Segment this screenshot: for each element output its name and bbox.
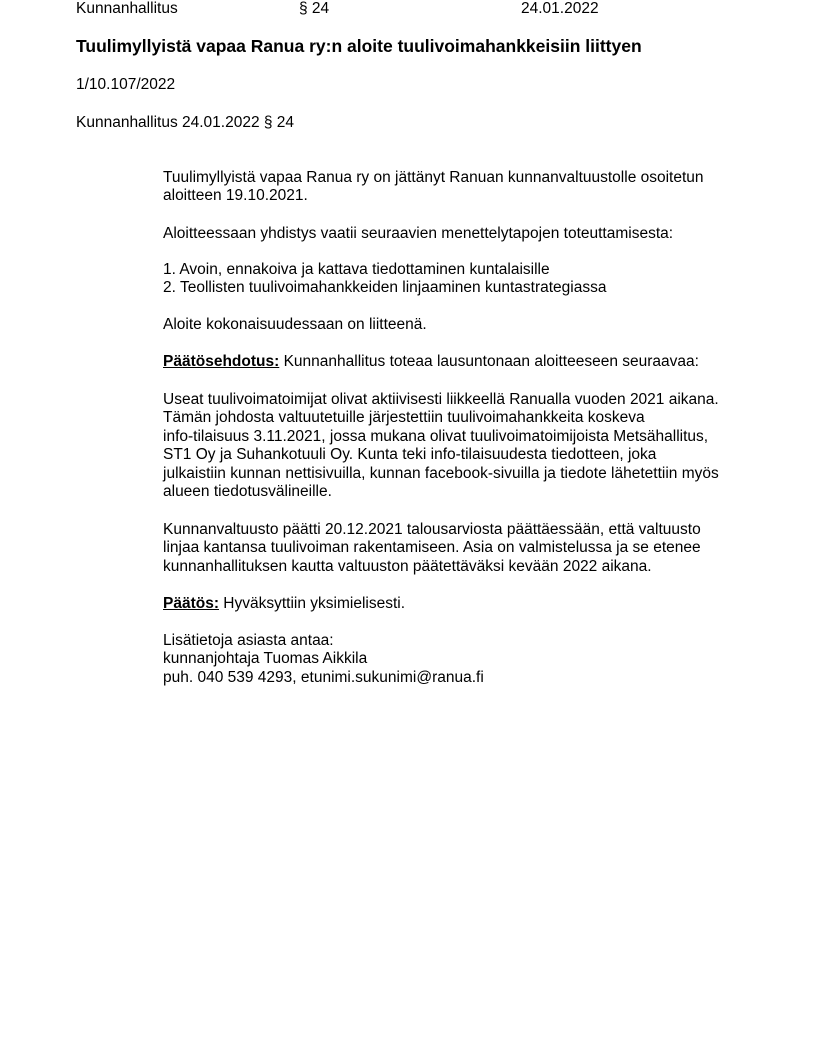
text-line: Aloitteessaan yhdistys vaatii seuraavien menettelytapojen toteuttamisesta: xyxy=(163,225,674,242)
decision-label: Päätös: xyxy=(163,595,219,612)
text-line: Aloite kokonaisuudessaan on liitteenä. xyxy=(163,316,427,333)
decision-paragraph xyxy=(163,595,405,613)
council-paragraph xyxy=(163,521,701,576)
demands-intro xyxy=(163,225,673,243)
info-event-paragraph xyxy=(163,391,719,501)
meeting-reference: Kunnanhallitus 24.01.2022 § 24 xyxy=(76,114,295,131)
contact-details: puh. 040 539 4293, etunimi.sukunimi@ranua.fi xyxy=(163,668,484,686)
list-item: 1. Avoin, ennakoiva ja kattava tiedottaminen kuntalaisille xyxy=(163,261,550,278)
attachment-note xyxy=(163,316,427,334)
text-line: kunnanhallituksen kautta valtuuston päätettäväksi kevään 2022 aikana. xyxy=(163,557,652,575)
decision-text: Hyväksyttiin yksimielisesti. xyxy=(219,595,406,612)
contact-info xyxy=(163,632,484,687)
text-line: info-tilaisuus 3.11.2021, jossa mukana olivat tuulivoimatoimijoista Metsähallitus, xyxy=(163,427,709,445)
reference-number: 1/10.107/2022 xyxy=(76,76,176,93)
text-line: linjaa kantansa tuulivoiman rakentamiseen. Asia on valmistelussa ja se etenee xyxy=(163,539,701,557)
text-line: Tuulimyllyistä vapaa Ranua ry on jättänyt Ranuan kunnanvaltuustolle osoitetun xyxy=(163,169,704,186)
intro-paragraph xyxy=(163,169,704,206)
proposal-label: Päätösehdotus: xyxy=(163,353,280,370)
text-line: Kunnanvaltuusto päätti 20.12.2021 talousarviosta päättäessään, että valtuusto xyxy=(163,521,701,538)
text-line: ST1 Oy ja Suhankotuuli Oy. Kunta teki info-tilaisuudesta tiedotteen, joka xyxy=(163,446,657,464)
list-item: 2. Teollisten tuulivoimahankkeiden linjaaminen kuntastrategiassa xyxy=(163,279,607,297)
proposal-text: Kunnanhallitus toteaa lausuntonaan aloitteeseen seuraavaa: xyxy=(279,353,699,370)
text-line: aloitteen 19.10.2021. xyxy=(163,187,308,205)
page-title: Tuulimyllyistä vapaa Ranua ry:n aloite tuulivoimahankkeisiin liittyen xyxy=(76,36,642,56)
header-body: Kunnanhallitus xyxy=(76,0,178,17)
demands-list xyxy=(163,261,606,298)
text-line: alueen tiedotusvälineille. xyxy=(163,483,332,501)
text-line: Lisätietoja asiasta antaa: xyxy=(163,632,334,649)
header-section: § 24 xyxy=(299,0,330,17)
text-line: Useat tuulivoimatoimijat olivat aktiivisesti liikkeellä Ranualla vuoden 2021 aikana. xyxy=(163,391,719,408)
header-date: 24.01.2022 xyxy=(521,0,599,17)
text-line: julkaistiin kunnan nettisivuilla, kunnan facebook-sivuilla ja tiedote lähetettiin myös xyxy=(163,464,719,482)
contact-person: kunnanjohtaja Tuomas Aikkila xyxy=(163,650,368,668)
proposal-paragraph xyxy=(163,353,699,371)
text-line: Tämän johdosta valtuutetuille järjestettiin tuulivoimahankkeita koskeva xyxy=(163,409,645,427)
